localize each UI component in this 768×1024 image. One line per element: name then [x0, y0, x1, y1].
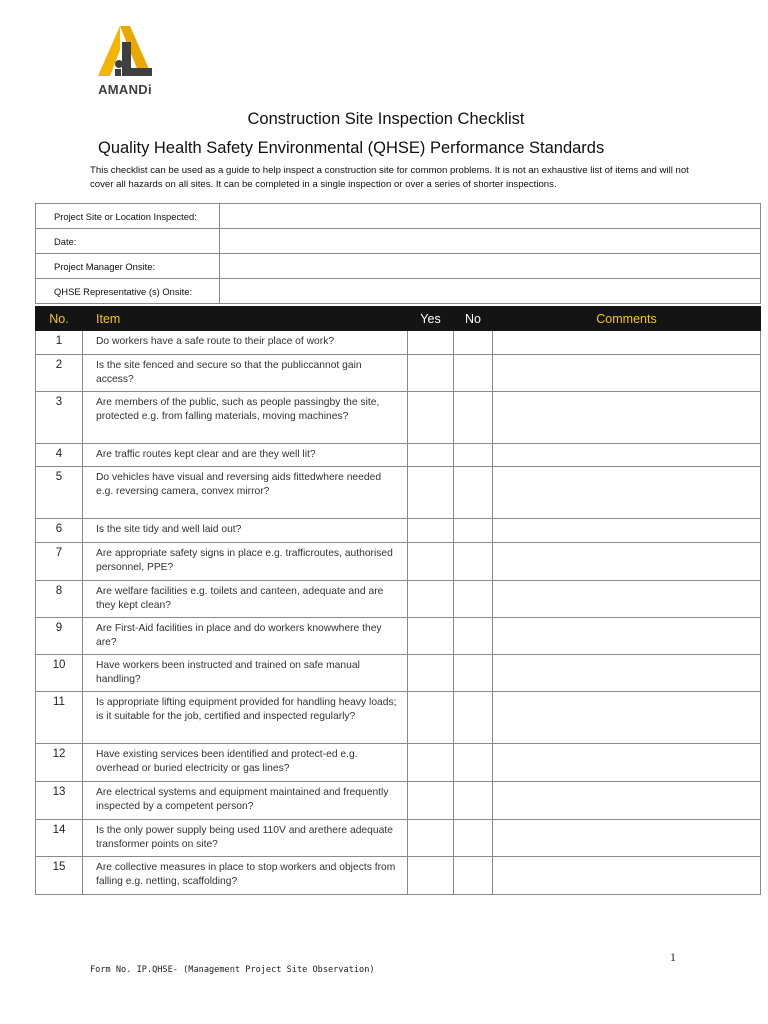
row-number: 3 — [36, 392, 83, 444]
comments-cell[interactable] — [493, 467, 761, 519]
header-yes: Yes — [408, 307, 454, 331]
checklist-row — [36, 857, 761, 895]
yes-check-cell[interactable] — [408, 467, 454, 519]
no-check-cell[interactable] — [454, 782, 493, 820]
no-check-cell[interactable] — [454, 655, 493, 692]
row-number: 5 — [36, 467, 83, 519]
no-check-cell[interactable] — [454, 618, 493, 655]
info-value-field[interactable] — [220, 229, 761, 254]
project-info-table — [35, 203, 761, 304]
comments-cell[interactable] — [493, 857, 761, 895]
yes-check-cell[interactable] — [408, 857, 454, 895]
intro-paragraph: This checklist can be used as a guide to help inspect a construction site for common problems. It is not an exhaustive list of items and will not cover all hazards on all sites. It can be completed in a single inspection or over a series of shorter inspections. — [90, 165, 689, 190]
checklist-item-text: Is appropriate lifting equipment provided for handling heavy loads; is it suitable for the job, certified and inspected regularly? — [83, 692, 408, 744]
comments-cell[interactable] — [493, 782, 761, 820]
checklist-row — [36, 820, 761, 857]
checklist-item-text: Are electrical systems and equipment maintained and frequently inspected by a competent person? — [83, 782, 408, 820]
checklist-item-text: Are welfare facilities e.g. toilets and canteen, adequate and are they kept clean? — [83, 581, 408, 618]
row-number: 13 — [36, 782, 83, 820]
row-number: 4 — [36, 444, 83, 467]
page-number: 1 — [670, 950, 676, 964]
header-no: No. — [36, 307, 83, 331]
no-check-cell[interactable] — [454, 467, 493, 519]
checklist-item-text: Have workers been instructed and trained on safe manual handling? — [83, 655, 408, 692]
yes-check-cell[interactable] — [408, 618, 454, 655]
info-value-field[interactable] — [220, 254, 761, 279]
no-check-cell[interactable] — [454, 355, 493, 392]
comments-cell[interactable] — [493, 655, 761, 692]
row-number: 12 — [36, 744, 83, 782]
checklist-item-text: Do vehicles have visual and reversing aids fittedwhere needed e.g. reversing camera, convex mirror? — [83, 467, 408, 519]
row-number: 11 — [36, 692, 83, 744]
info-label: Date: — [36, 229, 220, 254]
row-number: 7 — [36, 543, 83, 581]
row-number: 15 — [36, 857, 83, 895]
no-check-cell[interactable] — [454, 857, 493, 895]
comments-cell[interactable] — [493, 744, 761, 782]
checklist-row — [36, 581, 761, 618]
form-number-footer: Form No. IP.QHSE- (Management Project Site Observation) — [90, 965, 375, 975]
logo-text: AMANDi — [98, 82, 152, 97]
yes-check-cell[interactable] — [408, 655, 454, 692]
yes-check-cell[interactable] — [408, 581, 454, 618]
company-logo — [90, 24, 160, 100]
no-check-cell[interactable] — [454, 692, 493, 744]
checklist-row — [36, 331, 761, 355]
comments-cell[interactable] — [493, 392, 761, 444]
checklist-header-row — [36, 307, 761, 331]
row-number: 1 — [36, 331, 83, 355]
checklist-item-text: Have existing services been identified and protect-ed e.g. overhead or buried electricity or gas lines? — [83, 744, 408, 782]
yes-check-cell[interactable] — [408, 820, 454, 857]
yes-check-cell[interactable] — [408, 543, 454, 581]
yes-check-cell[interactable] — [408, 782, 454, 820]
comments-cell[interactable] — [493, 355, 761, 392]
checklist-row — [36, 618, 761, 655]
info-label: Project Site or Location Inspected: — [36, 204, 220, 229]
yes-check-cell[interactable] — [408, 355, 454, 392]
no-check-cell[interactable] — [454, 519, 493, 543]
checklist-item-text: Are appropriate safety signs in place e.g. trafficroutes, authorised personnel, PPE? — [83, 543, 408, 581]
checklist-item-text: Is the site fenced and secure so that the publiccannot gain access? — [83, 355, 408, 392]
yes-check-cell[interactable] — [408, 744, 454, 782]
info-row — [36, 279, 761, 304]
inspection-checklist-table — [35, 306, 761, 895]
document-title: Construction Site Inspection Checklist — [247, 110, 525, 128]
checklist-item-text: Do workers have a safe route to their place of work? — [83, 331, 408, 355]
row-number: 8 — [36, 581, 83, 618]
info-row — [36, 254, 761, 279]
comments-cell[interactable] — [493, 444, 761, 467]
info-label: Project Manager Onsite: — [36, 254, 220, 279]
comments-cell[interactable] — [493, 581, 761, 618]
info-value-field[interactable] — [220, 204, 761, 229]
info-row — [36, 229, 761, 254]
logo-mark-icon — [90, 24, 160, 82]
yes-check-cell[interactable] — [408, 519, 454, 543]
checklist-row — [36, 744, 761, 782]
comments-cell[interactable] — [493, 543, 761, 581]
comments-cell[interactable] — [493, 519, 761, 543]
comments-cell[interactable] — [493, 820, 761, 857]
no-check-cell[interactable] — [454, 331, 493, 355]
no-check-cell[interactable] — [454, 543, 493, 581]
header-comments: Comments — [493, 307, 761, 331]
yes-check-cell[interactable] — [408, 331, 454, 355]
row-number: 6 — [36, 519, 83, 543]
comments-cell[interactable] — [493, 692, 761, 744]
checklist-item-text: Are members of the public, such as people passingby the site, protected e.g. from falling materials, moving machines? — [83, 392, 408, 444]
row-number: 2 — [36, 355, 83, 392]
checklist-row — [36, 355, 761, 392]
checklist-row — [36, 444, 761, 467]
checklist-row — [36, 655, 761, 692]
header-item: Item — [83, 307, 408, 331]
info-value-field[interactable] — [220, 279, 761, 304]
info-label: QHSE Representative (s) Onsite: — [36, 279, 220, 304]
checklist-item-text: Are traffic routes kept clear and are they well lit? — [83, 444, 408, 467]
no-check-cell[interactable] — [454, 444, 493, 467]
yes-check-cell[interactable] — [408, 392, 454, 444]
checklist-row — [36, 692, 761, 744]
comments-cell[interactable] — [493, 331, 761, 355]
row-number: 9 — [36, 618, 83, 655]
header-no-answer: No — [454, 307, 493, 331]
checklist-row — [36, 519, 761, 543]
document-subtitle: Quality Health Safety Environmental (QHSE) Performance Standards — [98, 139, 605, 157]
no-check-cell[interactable] — [454, 392, 493, 444]
yes-check-cell[interactable] — [408, 444, 454, 467]
comments-cell[interactable] — [493, 618, 761, 655]
row-number: 14 — [36, 820, 83, 857]
checklist-row — [36, 543, 761, 581]
checklist-row — [36, 392, 761, 444]
no-check-cell[interactable] — [454, 820, 493, 857]
checklist-row — [36, 782, 761, 820]
checklist-item-text: Are First-Aid facilities in place and do workers knowwhere they are? — [83, 618, 408, 655]
info-row — [36, 204, 761, 229]
no-check-cell[interactable] — [454, 581, 493, 618]
no-check-cell[interactable] — [454, 744, 493, 782]
checklist-item-text: Are collective measures in place to stop workers and objects from falling e.g. netting, scaffolding? — [83, 857, 408, 895]
checklist-row — [36, 467, 761, 519]
row-number: 10 — [36, 655, 83, 692]
checklist-item-text: Is the only power supply being used 110V and arethere adequate transformer points on site? — [83, 820, 408, 857]
checklist-item-text: Is the site tidy and well laid out? — [83, 519, 408, 543]
yes-check-cell[interactable] — [408, 692, 454, 744]
